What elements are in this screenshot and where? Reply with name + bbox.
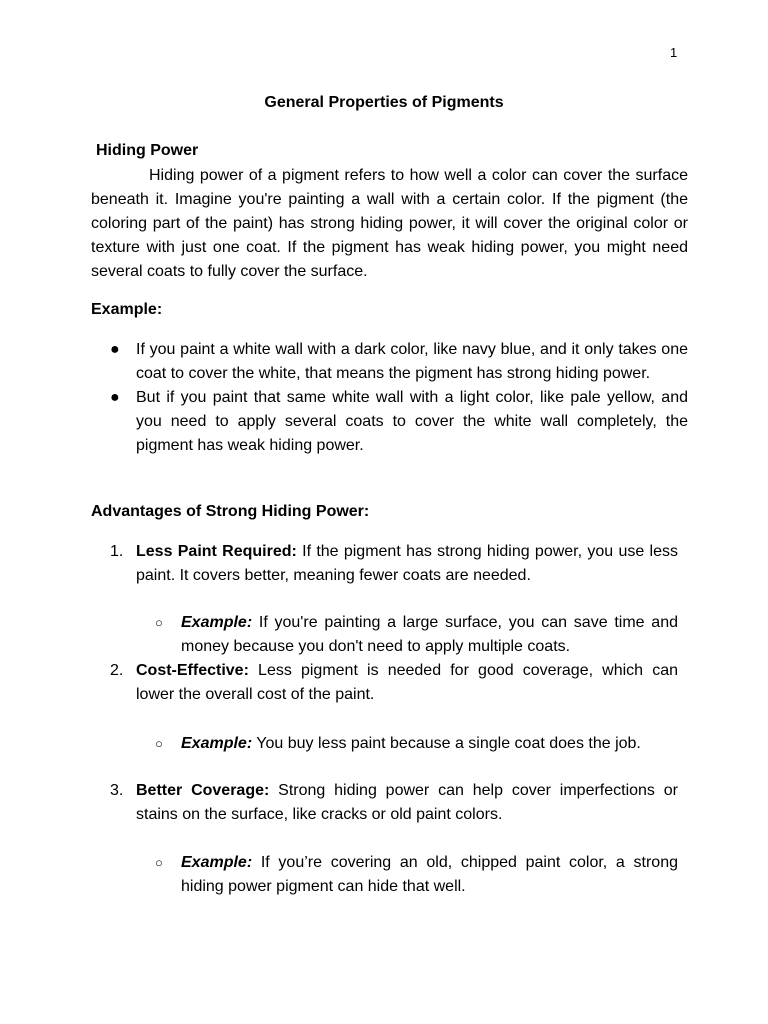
example-bullet-list: [110, 338, 688, 458]
subitem-body: [155, 851, 678, 899]
bullet-text: But if you paint that same white wall with a light color, like pale yellow, and you need to apply several coats to cover the white wall completely, the pigment has weak hiding power.: [136, 389, 688, 454]
subitem-body: [155, 732, 678, 756]
example-text: If you’re covering an old, chipped paint color, a strong hiding power pigment can hide that well.: [181, 854, 678, 895]
circle-bullet-icon: ○: [155, 615, 163, 630]
item-body: [110, 779, 678, 827]
bullet-text: If you paint a white wall with a dark color, like navy blue, and it only takes one coat to cover the white, that means the pigment has strong hiding power.: [136, 341, 688, 382]
list-item: [110, 386, 688, 458]
numbered-item: [110, 659, 678, 707]
hiding-power-paragraph: [91, 164, 688, 284]
example-heading: Example:: [91, 301, 163, 318]
numbered-item: [110, 540, 678, 588]
item-body: [110, 659, 678, 707]
item-body: [110, 540, 678, 588]
item-number: 1.: [110, 543, 124, 560]
example-subitem: [155, 611, 678, 659]
bullet-icon: ●: [110, 389, 120, 406]
circle-bullet-icon: ○: [155, 855, 163, 870]
subitem-body: [155, 611, 678, 659]
example-text: You buy less paint because a single coat does the job.: [252, 735, 641, 752]
hiding-power-heading: Hiding Power: [96, 142, 199, 159]
document-title: General Properties of Pigments: [264, 94, 504, 111]
item-label: Better Coverage:: [136, 782, 270, 799]
item-label: Cost-Effective:: [136, 662, 249, 679]
example-label: Example:: [181, 854, 253, 871]
numbered-item: [110, 779, 678, 827]
example-label: Example:: [181, 614, 253, 631]
item-number: 3.: [110, 782, 124, 799]
item-label: Less Paint Required:: [136, 543, 297, 560]
item-text: Less pigment is needed for good coverage, which can lower the overall cost of the paint.: [136, 662, 678, 703]
advantages-heading: Advantages of Strong Hiding Power:: [91, 503, 370, 520]
page-number: 1: [670, 45, 678, 60]
hiding-power-text: Hiding power of a pigment refers to how well a color can cover the surface beneath it. Imagine you're painting a wall with a certain color. If the pigment (the coloring part of the paint) has strong hiding power, it will cover the original color or texture with just one coat. If the pigment has weak hiding power, you might need several coats to fully cover the surface.: [91, 167, 688, 280]
example-text: If you're painting a large surface, you can save time and money because you don't need to apply multiple coats.: [181, 614, 678, 655]
example-subitem: [155, 851, 678, 899]
item-text: If the pigment has strong hiding power, you use less paint. It covers better, meaning fewer coats are needed.: [136, 543, 678, 584]
bullet-icon: ●: [110, 341, 120, 358]
circle-bullet-icon: ○: [155, 736, 163, 751]
item-number: 2.: [110, 662, 124, 679]
list-item: [110, 338, 688, 386]
item-text: Strong hiding power can help cover imperfections or stains on the surface, like cracks or old paint colors.: [136, 782, 678, 823]
example-label: Example:: [181, 735, 253, 752]
example-subitem: [155, 732, 678, 756]
